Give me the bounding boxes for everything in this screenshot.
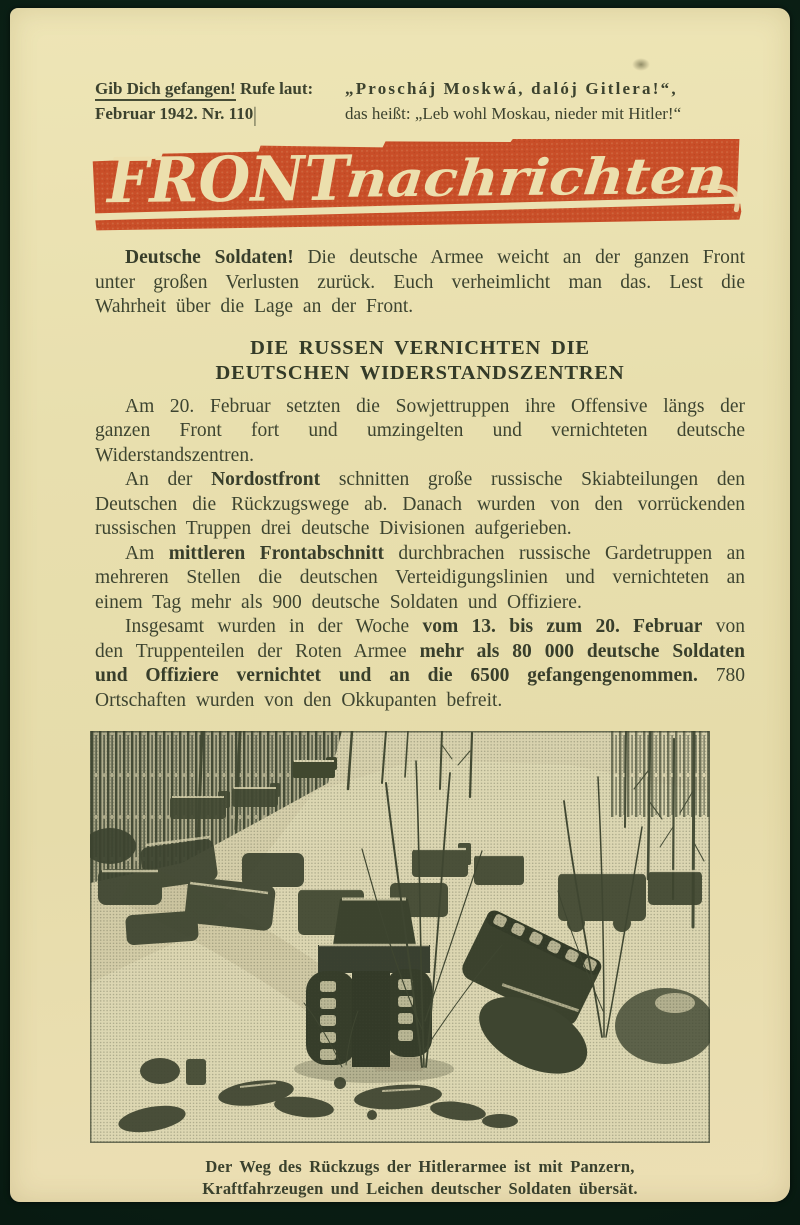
- intro-paragraph: Deutsche Soldaten! Die deutsche Armee weicht an der ganzen Front unter großen Verlusten zurück. Euch verheimlicht man das. Lest die Wahrheit über die Lage an der Front.: [95, 247, 746, 317]
- ink-smudge: [632, 58, 650, 71]
- photo: [90, 731, 710, 1143]
- column-divider-mark: |: [253, 102, 257, 127]
- article: [95, 246, 745, 713]
- halftone-overlay: [90, 731, 710, 1143]
- banner: [91, 139, 743, 233]
- masthead-issue-date: Februar 1942. Nr. 110|: [95, 103, 345, 125]
- banner-word-front: FRONT: [106, 141, 360, 218]
- surrender-phrase-rest: Rufe laut:: [235, 79, 314, 98]
- leaflet-page: [10, 8, 790, 1202]
- article-headline: DIE RUSSEN VERNICHTEN DIE DEUTSCHEN WIDERSTANDSZENTREN: [215, 336, 625, 384]
- banner-art: [91, 139, 743, 233]
- surrender-phrase: Gib Dich gefangen!: [95, 79, 236, 101]
- leaflet-content: [10, 8, 790, 1202]
- masthead-call-to-surrender: [95, 78, 345, 100]
- photo-caption: Der Weg des Rückzugs der Hitlerarmee ist mit Panzern, Kraftfahrzeugen und Leichen deutscher Soldaten übersät.: [202, 1157, 638, 1198]
- masthead: [95, 78, 745, 125]
- paragraph-nordostfront: An der Nordostfront schnitten große russische Skiabteilungen den Deutschen die Rückzugswege ab. Danach wurden von den vorrückenden russischen Truppen drei deutsche Divisionen aufgerieben.: [95, 469, 745, 539]
- masthead-russian-phrase: „Proscháj Moskwá, dalój Gitlera!“,: [345, 79, 678, 98]
- masthead-translation: das heißt: „Leb wohl Moskau, nieder mit Hitler!“: [345, 104, 682, 123]
- photo-halftone-art: [90, 731, 710, 1143]
- banner-word-nachrichten: nachrichten: [343, 146, 689, 209]
- paragraph-offensive: Am 20. Februar setzten die Sowjettruppen ihre Offensive längs der ganzen Front fort und umzingelten und vernichteten deutsche Widerstandszentren.: [95, 395, 745, 466]
- paragraph-mittlere-front: Am mittleren Frontabschnitt durchbrachen russische Gardetruppen an mehreren Stellen die deutschen Verteidigungslinien und vernichteten an einem Tag mehr als 900 deutsche Soldaten und Offiziere.: [95, 542, 746, 613]
- paragraph-weekly-totals: Insgesamt wurden in der Woche vom 13. bis zum 20. Februar von den Truppenteilen der Roten Armee mehr als 80 000 deutsche Soldaten und Offiziere vernichtet und an die 6500 gefangengenommen. 780 Ortschaften wurden von den Okkupanten befreit.: [95, 616, 746, 711]
